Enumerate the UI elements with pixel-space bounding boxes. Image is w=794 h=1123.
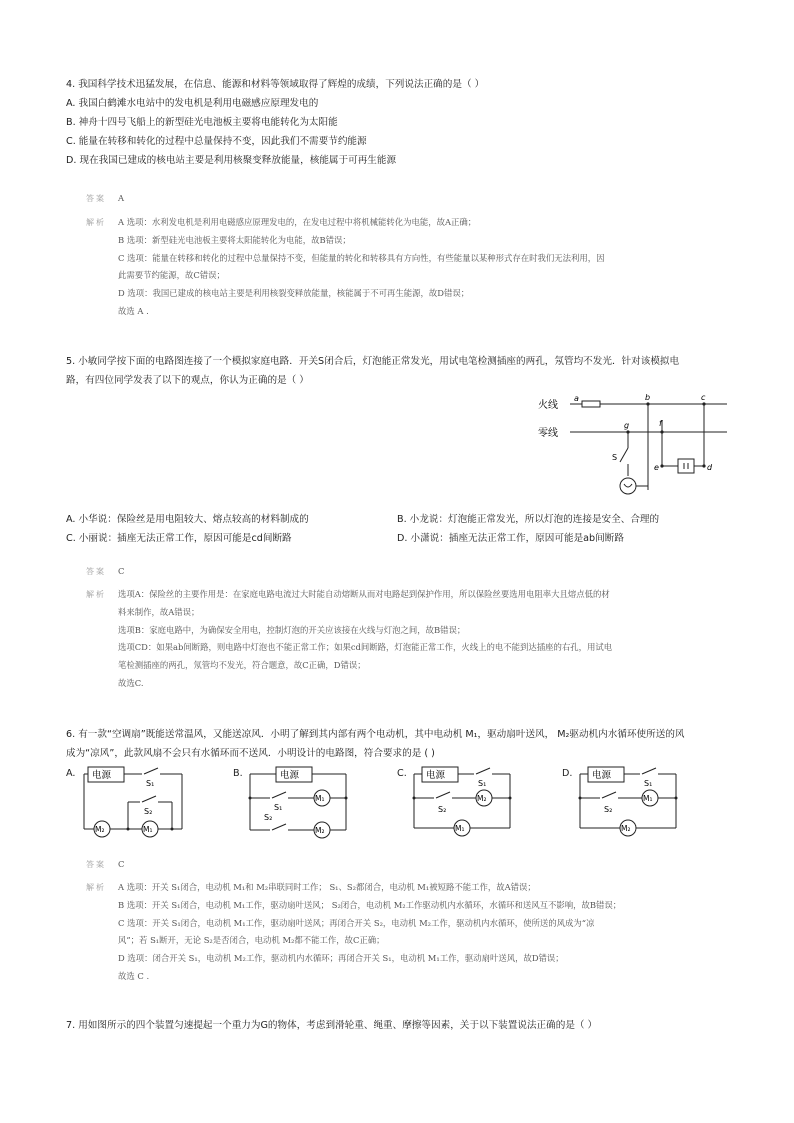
household-circuit-diagram xyxy=(532,390,732,510)
analysis-line: 选项CD：如果ab间断路，则电路中灯泡也不能正常工作；如果cd间断路，灯泡能正常工作，火线上的电不能到达插座的右孔，用试电 xyxy=(118,642,613,653)
answer-label: 答案 xyxy=(86,567,106,576)
point-c: c xyxy=(701,393,706,402)
question-5 xyxy=(66,352,736,390)
option-c: C. 小丽说：插座无法正常工作，原因可能是cd间断路 xyxy=(66,533,292,544)
option-a: A. 小华说：保险丝是用电阻较大、熔点较高的材料制成的 xyxy=(66,514,309,525)
analysis-line: 故选 C . xyxy=(118,970,150,981)
point-a: a xyxy=(574,394,579,403)
option-b-label: B. xyxy=(233,768,243,779)
analysis-line: 风”；若 S₁断开，无论 S₂是否闭合，电动机 M₂都不能工作，故C正确； xyxy=(118,935,385,946)
option-c-label: C. xyxy=(397,768,407,779)
analysis-line: C 选项：开关 S₁闭合，电动机 M₁工作，驱动扇叶送风；再闭合开关 S₂，电动机 M₂工作，驱动机内水循环，使所送的风成为“凉 xyxy=(118,917,595,928)
analysis-line: 此需要节约能源，故C错误； xyxy=(118,270,225,281)
motor-m1-label: M₁ xyxy=(143,825,153,834)
question-stem: 4. 我国科学技术迅猛发展，在信息、能源和材料等领域取得了辉煌的成绩，下列说法正确的是（ ） xyxy=(66,79,485,90)
point-g: g xyxy=(624,421,630,430)
answer-label: 答案 xyxy=(86,194,106,203)
analysis-line: D 选项：我国已建成的核电站主要是利用核裂变释放能量，核能属于不可再生能源，故D错误； xyxy=(118,288,470,299)
option-d-label: D. xyxy=(562,768,573,779)
option-d: D. 现在我国已建成的核电站主要是利用核聚变释放能量，核能属于可再生能源 xyxy=(66,155,397,166)
motor-m1-label: M₁ xyxy=(455,824,465,833)
circuit-option-c xyxy=(410,764,516,842)
analysis-line: 故选 A . xyxy=(118,305,149,316)
answer-value: C xyxy=(118,566,125,576)
point-b: b xyxy=(645,393,651,402)
option-d: D. 小潇说：插座无法正常工作，原因可能是ab间断路 xyxy=(397,533,624,544)
power-label: 电源 xyxy=(426,770,446,781)
circuit-option-b xyxy=(246,764,352,842)
option-a: A. 我国白鹤滩水电站中的发电机是利用电磁感应原理发电的 xyxy=(66,98,319,109)
question-4 xyxy=(66,75,736,170)
power-label: 电源 xyxy=(280,770,300,781)
analysis-line: D 选项：闭合开关 S₁，电动机 M₂工作，驱动机内水循环；再闭合开关 S₁，电动机 M₁工作，驱动扇叶送风，故D错误； xyxy=(118,953,564,964)
motor-m1-label: M₁ xyxy=(643,794,653,803)
answer-value: A xyxy=(118,193,125,203)
analysis-line: A 选项：水利发电机是利用电磁感应原理发电的，在发电过程中将机械能转化为电能，故A正确； xyxy=(118,217,477,227)
switch-s2-label: S₂ xyxy=(144,807,153,816)
live-wire-label: 火线 xyxy=(538,400,558,411)
motor-m2-label: M₂ xyxy=(621,824,631,833)
circuit-option-a xyxy=(80,764,190,842)
analysis-line: A 选项：开关 S₁闭合，电动机 M₁和 M₂串联同时工作； S₁、S₂都闭合，电动机 M₁被短路不能工作，故A错误； xyxy=(118,882,536,892)
switch-s1-label: S₁ xyxy=(644,779,653,788)
switch-s1-label: S₁ xyxy=(478,779,487,788)
analysis-line: 选项A：保险丝的主要作用是：在家庭电路电流过大时能自动熔断从而对电路起到保护作用，所以保险丝要选用电阻率大且熔点低的材 xyxy=(118,589,610,599)
neutral-wire-label: 零线 xyxy=(538,428,558,439)
motor-m2-label: M₂ xyxy=(315,826,325,835)
point-d: d xyxy=(707,463,713,472)
question-7 xyxy=(66,1016,736,1035)
question-stem: 6. 有一款“空调扇”既能送常温风，又能送凉风．小明了解到其内部有两个电动机，其中电动机 M₁，驱动扇叶送风， M₂驱动机内水循环使所送的风 xyxy=(66,729,685,740)
analysis-line: C 选项：能量在转移和转化的过程中总量保持不变，但能量的转化和转移具有方向性，有些能量以某种形式存在时我们无法利用，因 xyxy=(118,252,605,263)
option-b: B. 神舟十四号飞船上的新型硅光电池板主要将电能转化为太阳能 xyxy=(66,117,338,128)
switch-label: S xyxy=(612,453,618,462)
question-stem: 路，有四位同学发表了以下的观点，你认为正确的是（ ） xyxy=(66,375,309,386)
motor-m2-label: M₂ xyxy=(477,794,487,803)
analysis-label: 解析 xyxy=(86,218,106,227)
motor-m1-label: M₁ xyxy=(315,794,325,803)
switch-s1-label: S₁ xyxy=(274,803,283,812)
analysis-line: 选项B：家庭电路中，为确保安全用电，控制灯泡的开关应该接在火线与灯泡之间，故B错误； xyxy=(118,624,466,635)
switch-s1-label: S₁ xyxy=(146,779,155,788)
switch-s2-label: S₂ xyxy=(604,805,613,814)
switch-s2-label: S₂ xyxy=(264,813,273,822)
option-b: B. 小龙说：灯泡能正常发光，所以灯泡的连接是安全、合理的 xyxy=(397,514,660,525)
analysis-line: B 选项：开关 S₁闭合，电动机 M₁工作，驱动扇叶送风； S₂闭合，电动机 M₂工作驱动机内水循环，水循环和送风互不影响，故B错误； xyxy=(118,899,622,910)
question-stem: 5. 小敏同学按下面的电路图连接了一个模拟家庭电路．开关S闭合后，灯泡能正常发光，用试电笔检测插座的两孔，氖管均不发光．针对该模拟电 xyxy=(66,356,680,367)
question-stem: 7. 用如图所示的四个装置匀速提起一个重力为G的物体，考虑到滑轮重、绳重、摩擦等因素，关于以下装置说法正确的是（ ） xyxy=(66,1020,598,1031)
option-c: C. 能量在转移和转化的过程中总量保持不变，因此我们不需要节约能源 xyxy=(66,136,367,147)
question-6 xyxy=(66,725,736,763)
analysis-label: 解析 xyxy=(86,883,106,892)
circuit-option-d xyxy=(576,764,682,842)
option-a-label: A. xyxy=(66,768,76,779)
switch-s2-label: S₂ xyxy=(438,805,447,814)
analysis-line: 料来制作，故A错误； xyxy=(118,606,200,617)
power-label: 电源 xyxy=(592,770,612,781)
analysis-line: B 选项：新型硅光电池板主要将太阳能转化为电能，故B错误； xyxy=(118,234,351,245)
answer-label: 答案 xyxy=(86,860,106,869)
analysis-label: 解析 xyxy=(86,590,106,599)
analysis-line: 故选C. xyxy=(118,677,144,688)
question-stem: 成为“凉风”，此款风扇不会只有水循环而不送风．小明设计的电路图，符合要求的是 ( ) xyxy=(66,748,435,759)
answer-value: C xyxy=(118,859,125,869)
power-label: 电源 xyxy=(92,770,112,781)
motor-m2-label: M₂ xyxy=(95,825,105,834)
point-e: e xyxy=(654,463,659,472)
analysis-line: 笔检测插座的两孔，氖管均不发光，符合题意，故C正确，D错误； xyxy=(118,660,366,671)
point-f: f xyxy=(659,419,662,428)
